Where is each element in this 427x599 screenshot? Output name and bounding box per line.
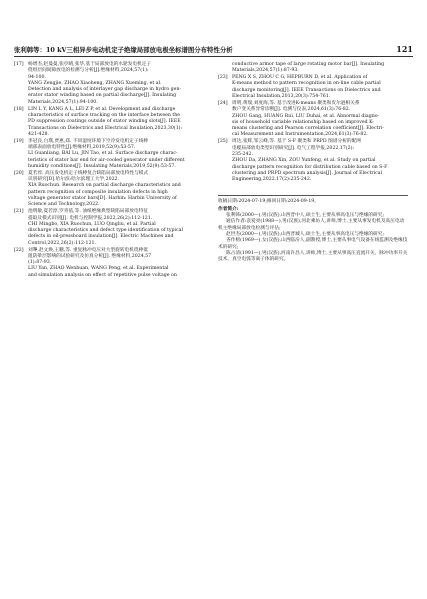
- reference-line: clustering and PRPD spectrum analysis[J]. Journal of Electrical: [232, 170, 382, 176]
- reference-item: [218, 62, 408, 75]
- reference-line: 电缆局部放电类型识别研究[J]. 电气工程学报,2022,17(2):: [232, 145, 354, 151]
- footnote-divider: [218, 195, 408, 196]
- reference-item: [14, 107, 204, 138]
- reference-text: [28, 171, 204, 209]
- reference-item: [218, 139, 408, 183]
- reference-number: [22]: [14, 247, 24, 253]
- reference-line: 夏若淳. 高压发电机定子线棒复合缺陷局部放电特性与模式: [28, 170, 149, 176]
- reference-number: [218, 62, 232, 75]
- reference-item: [14, 171, 204, 209]
- reference-line: Materials,2024,57(1):94-100.: [28, 99, 98, 105]
- reference-line: K-means method to pattern recognition in on-line cable partial: [232, 81, 381, 87]
- reference-number: [21]: [14, 209, 24, 215]
- reference-text: [232, 139, 408, 183]
- reference-line: CHI Mingbo, XIA Ruochun, LUO Qingliu, et al. Partial: [28, 221, 156, 227]
- reference-line: 绕组层间间隙放电的检测与分析[J].绝缘材料,2024,57(1):: [28, 68, 149, 74]
- reference-text: [232, 62, 408, 75]
- reference-line: conductive armor tape of large rotating motor bar[J]. Insulating: [232, 62, 385, 67]
- author-bios: [218, 213, 408, 263]
- reference-text: [28, 62, 204, 106]
- reference-line: PENG X S, ZHOU C G, HEPBURN D, et al. Application of: [232, 75, 368, 81]
- reference-line: YANG Zengjie, ZHAO Xiaoheng, ZHANG Xueming, et al.: [28, 80, 162, 86]
- reference-line: voltage generator stator bars[D]. Harbin: Harbin University of: [28, 196, 177, 202]
- reference-text: [28, 209, 204, 247]
- reference-item: [14, 209, 204, 247]
- reference-line: 提取及模式识别[J]. 电机与控制学报,2022,26(2):112-121.: [28, 215, 153, 221]
- reference-line: sis of household variable relationship based on improved K-: [232, 119, 374, 125]
- reference-line: erator stator winding based on partial discharge[J]. Insulating: [28, 93, 177, 99]
- reference-line: pattern recognition of composite insulation defects in high: [28, 189, 168, 195]
- reference-line: 421-428.: [28, 131, 49, 137]
- reference-line: discharge pattern recognition for distribution cable based on S-F: [232, 164, 388, 170]
- reference-line: Electrical Insulation,2013,20(3):754-761.: [232, 94, 331, 100]
- reference-line: Detection and analysis of interlayer gap discharge in hydro gen-: [28, 87, 182, 93]
- reference-line: teristics of stator bar end for air-cooled generator under different: [28, 157, 185, 163]
- reference-line: PD suppression coatings outside of stator winding slots[J]. IEEE: [28, 119, 181, 125]
- reference-line: 周达,张辉,邹云峰,等. 基于 S-F 聚类和 PRPD 图谱分析的配网: [232, 139, 361, 145]
- left-column: [14, 62, 204, 280]
- reference-line: 阻防晕层影响的试验研究及仿真分析[J]. 绝缘材料,2024,57: [28, 253, 152, 259]
- reference-line: characteristics of surface tracking on the interface between the: [28, 112, 181, 118]
- reference-line: Engineering,2022,17(2):235-242.: [232, 177, 312, 183]
- author-bio: 张利韩(2000—),男(汉族),山西晋中人,硕士生,主要从事高电压与绝缘的研究;: [226, 213, 385, 219]
- reference-line: Control,2022,26(2):112-121.: [28, 240, 96, 246]
- reference-line: ZHOU Da, ZHANG Xin, ZOU Yunfeng, et al. Study on partial: [232, 158, 376, 164]
- reference-line: Science and Technology,2022.: [28, 202, 100, 208]
- page-number: 121: [396, 44, 413, 54]
- reference-line: 端部表面放电特性[J].绝缘材料,2019,52(9):53-57.: [28, 145, 136, 151]
- reference-item: [218, 101, 408, 139]
- reference-line: means clustering and Pearson correlation coefficient[J]. Electri-: [232, 126, 384, 132]
- reference-text: [232, 101, 408, 139]
- reference-line: 235-242.: [232, 151, 253, 157]
- reference-number: [23]: [218, 75, 228, 81]
- reference-line: 周明,黄瑞,刘度海,等. 基于改进K-means 聚类和皮尔逊相关系: [232, 100, 360, 106]
- reference-line: XIA Ruochun. Research on partial discharge characteristics and: [28, 183, 181, 189]
- reference-number: [20]: [14, 170, 24, 176]
- reference-line: 杨增杰,赵曼曼,张亭晴,张华,基于局部放电的水轮发电机定子: [28, 62, 152, 67]
- reference-line: and simulation analysis on effect of repetitive pulse voltage on: [28, 272, 177, 278]
- author-bio: 陈占清(1991—),男(汉族),河南许昌人,讲师,博士,主要从事高压直流开关、脉冲功率开关技术、真空电弧等离子体的研究。: [218, 250, 408, 263]
- reference-number: [25]: [218, 139, 228, 145]
- reference-number: [17]: [14, 62, 24, 67]
- reference-item: [14, 248, 204, 279]
- reference-line: LIU Yan, ZHAO Wenhuan, WANG Peng, et al. Experimental: [28, 266, 169, 272]
- reference-text: [28, 107, 204, 138]
- reference-line: defects in oil-pressboard insulation[J]. Electric Machines and: [28, 234, 174, 240]
- running-title: 张利韩等：10 kV三相异步电动机定子绝缘局部放电极坐标谱图分布特性分析: [14, 46, 233, 54]
- reference-item: [218, 75, 408, 100]
- reference-line: Transactions on Dielectrics and Electrical Insulation,2023,30(1):: [28, 125, 183, 131]
- reference-item: [14, 62, 204, 106]
- author-bio: 吝作榜(1969—),女(汉族),山西临汾人,副教授,博士,主要从事电气设备在线监测及绝缘技术的研究;: [218, 238, 408, 250]
- reference-list-continued: [218, 62, 408, 183]
- reference-line: LIN L Y, KANG A L, LEI Z P, et al. Development and discharge: [28, 106, 176, 112]
- reference-text: [28, 139, 204, 170]
- reference-line: (1):87-93.: [28, 260, 52, 266]
- reference-line: 数户变关系异常诊断[J]. 电测与仪表,2024,61(3):76-82.: [232, 107, 351, 113]
- reference-line: 刘犟,赵文焕,王鹏,等. 重复脉冲电压对大型旋转电机绕棒低: [28, 247, 148, 253]
- reference-line: 池明敏,夏若淳,罗青依,等. 油纸绝缘典型缺陷局部放电特征: [28, 209, 148, 215]
- reference-line: cal Measurement and Instrumentation,2024,61(3):76-82.: [232, 132, 368, 138]
- author-bios-heading: 作者简介:: [218, 206, 239, 212]
- reference-line: 94-100.: [28, 74, 46, 80]
- received-revised-dates: 收稿日期:2024-07-19;修回日期:2024-09-19。: [218, 199, 319, 205]
- reference-text: [28, 248, 204, 279]
- reference-item: [14, 139, 204, 170]
- reference-number: [24]: [218, 100, 228, 106]
- reference-line: Materials,2024,57(1):87-93.: [232, 68, 299, 74]
- reference-line: 识别研究[D].哈尔滨:哈尔滨理工大学,2022.: [28, 177, 120, 183]
- reference-line: ZHOU Gang, HUANG Rui, LIU Duhai, et al. Abnormal diagno-: [232, 113, 380, 119]
- author-bio: 赵世杰(2000—),男(汉族),山西晋城人,硕士生,主要从事高电压与绝缘的研究;: [226, 231, 385, 237]
- reference-number: [18]: [14, 106, 24, 112]
- reference-text: [232, 75, 408, 100]
- reference-line: discharge monitoring[J]. IEEE Transactions on Dielectrics and: [232, 87, 381, 93]
- reference-line: 李冠良,白璞,贾惠,郑. 不同湿度环境下空冷发电机定子线棒: [28, 138, 148, 144]
- running-header: [14, 40, 413, 57]
- reference-line: discharge characteristics and defect type identification of typical: [28, 228, 183, 234]
- reference-line: humidity conditions[J]. Insulating Materials,2019,52(9):53-57.: [28, 163, 176, 169]
- right-column: [218, 62, 408, 263]
- reference-line: LI Guanliang, BAI Lu, JIN Tao, et al. Surface discharge charac-: [28, 151, 178, 157]
- author-bio: 通信作者:袁爱亮(1988—),男(汉族),河北乘坊人,讲师,博士,主要从事发电机及高压电动机主绝缘局部放电检测与评估;: [218, 219, 405, 231]
- reference-number: [19]: [14, 138, 24, 144]
